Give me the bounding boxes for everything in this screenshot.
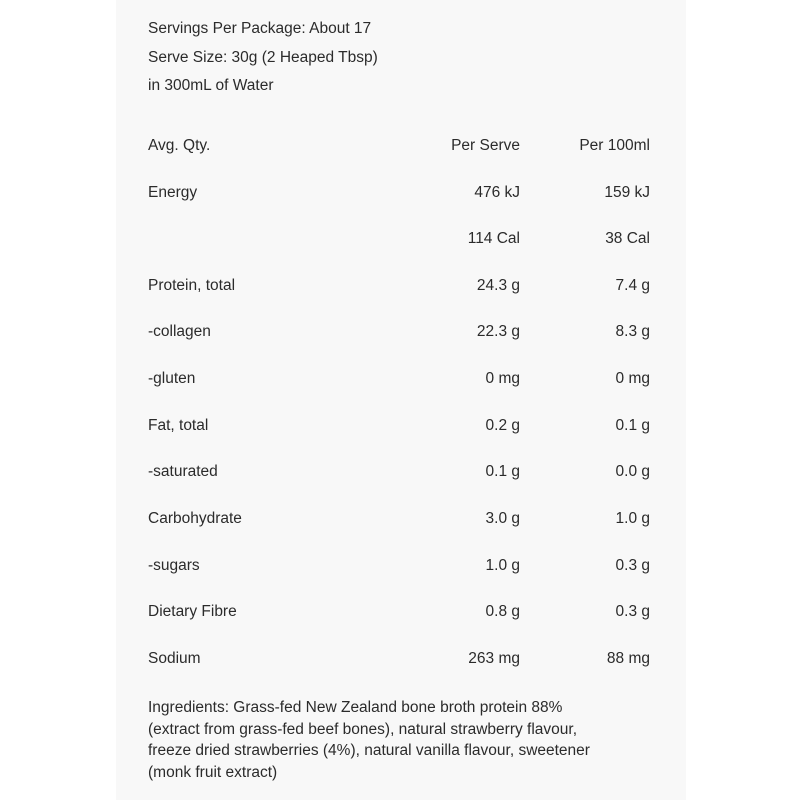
row-per-100ml: 88 mg [606,650,650,667]
table-row-fat [148,414,650,438]
table-header [148,134,650,158]
table-row-sodium [148,647,650,671]
ingredients-text: Ingredients: Grass-fed New Zealand bone broth protein 88% (extract from grass-fed beef bones), natural strawberry flavour, freeze dried strawberries (4%), natural vanilla flavour, sweetener (monk fruit extract) [148,699,590,781]
header-avg-qty: Avg. Qty. [148,137,211,154]
row-per-serve: 0.1 g [485,463,520,480]
row-per-100ml: 1.0 g [615,510,650,527]
row-per-100ml: 0.1 g [615,417,650,434]
row-label: -collagen [148,323,211,340]
header-per-serve: Per Serve [451,137,520,154]
row-per-100ml: 38 Cal [605,230,650,247]
row-per-serve: 1.0 g [485,557,520,574]
table-row-energy-cal [148,227,650,251]
row-per-100ml: 8.3 g [615,323,650,340]
table-row-saturated [148,460,650,484]
serve-size: Serve Size: 30g (2 Heaped Tbsp) [148,48,378,66]
row-label: -saturated [148,463,218,480]
row-per-100ml: 7.4 g [615,277,650,294]
row-per-100ml: 0.3 g [615,557,650,574]
row-per-100ml: 0.3 g [615,603,650,620]
table-row-gluten [148,367,650,391]
row-label: Dietary Fibre [148,603,237,620]
row-label: Energy [148,184,198,201]
serving-info [148,15,378,101]
row-per-serve: 0.8 g [485,603,520,620]
table-row-sugars [148,554,650,578]
row-per-serve: 476 kJ [474,184,520,201]
table-row-carbohydrate [148,507,650,531]
header-per-100ml: Per 100ml [579,137,650,154]
row-per-serve: 0 mg [485,370,520,387]
nutrition-panel [116,0,686,800]
row-label: Sodium [148,650,201,667]
row-per-100ml: 0.0 g [615,463,650,480]
row-label: Carbohydrate [148,510,242,527]
table-row-energy-kj [148,181,650,205]
row-label: Protein, total [148,277,236,294]
serve-water: in 300mL of Water [148,77,274,94]
row-per-serve: 22.3 g [476,323,520,340]
row-per-serve: 114 Cal [467,230,520,247]
row-label: -sugars [148,557,200,574]
table-row-collagen [148,320,650,344]
row-per-serve: 0.2 g [485,417,520,434]
table-row-protein [148,274,650,298]
row-per-100ml: 159 kJ [604,184,650,201]
table-row-dietary-fibre [148,600,650,624]
row-per-serve: 263 mg [468,650,520,667]
servings-per-package: Servings Per Package: About 17 [148,20,372,37]
row-label: -gluten [148,370,196,387]
row-per-serve: 3.0 g [485,510,520,527]
row-label: Fat, total [148,417,209,434]
row-per-100ml: 0 mg [615,370,650,387]
row-per-serve: 24.3 g [476,277,520,294]
